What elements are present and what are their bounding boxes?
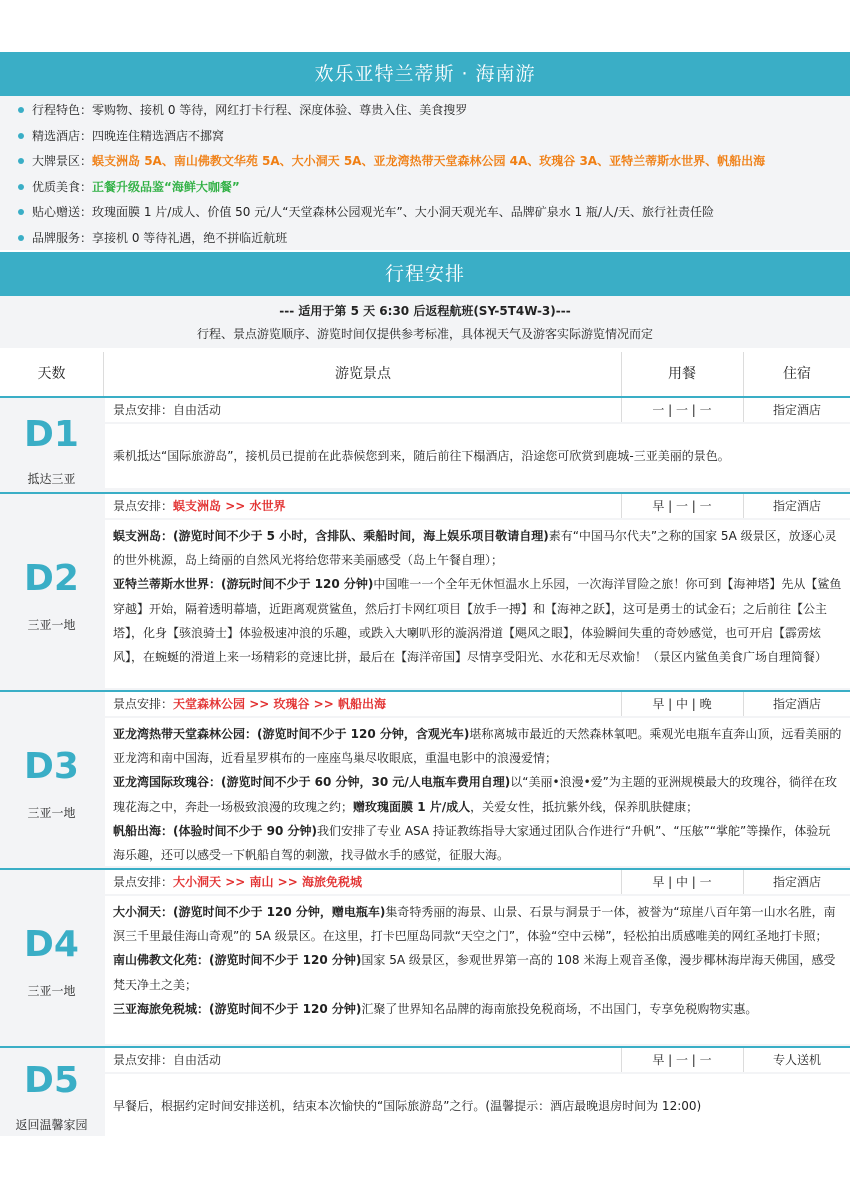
- day-row-4: [0, 868, 850, 1046]
- feature-text: 四晚连住精选酒店不挪窝: [92, 128, 225, 143]
- column-header-meals: 用餐: [668, 366, 696, 382]
- feature-text: 玫瑰面膜 1 片/成人、价值 50 元/人“天堂森林公园观光车”、大小洞天观光车、品牌矿泉水 1 瓶/人/天、旅行社责任险: [92, 205, 715, 219]
- bullet-dot-icon: [18, 209, 24, 215]
- paragraph: [113, 722, 842, 770]
- hotel-value: 专人送机: [772, 1053, 821, 1067]
- day-subtitle: 返回温馨家园: [15, 1118, 88, 1132]
- bullet-dot-icon: [18, 158, 24, 164]
- day-label: D3: [24, 746, 79, 787]
- divider: [621, 494, 622, 518]
- spot-title: 亚龙湾国际玫瑰谷：(游览时间不少于 60 分钟，30 元/人电瓶车费用自理): [113, 775, 511, 790]
- spots-list: 天堂森林公园 >> 玫瑰谷 >> 帆船出海: [173, 697, 386, 711]
- bullet-dot-icon: [18, 184, 24, 190]
- hotel-value: 指定酒店: [772, 403, 821, 417]
- day-description: [105, 718, 850, 866]
- divider: [743, 692, 744, 716]
- spots-prefix: 景点安排：: [113, 499, 174, 513]
- feature-label: 大牌景区：: [32, 154, 93, 168]
- spots-list: 蜈支洲岛 >> 水世界: [173, 499, 286, 513]
- bullet-dot-icon: [18, 107, 24, 113]
- day-label: D4: [24, 924, 79, 965]
- bullet-dot-icon: [18, 235, 24, 241]
- spot-text: 汇聚了世界知名品牌的海南旅投免税商场，不出国门，专享免税购物实惠。: [361, 1001, 758, 1016]
- disclaimer: 行程、景点游览顺序、游览时间仅提供参考标准，具体视天气及游客实际游览情况而定: [196, 327, 653, 341]
- feature-text: 蜈支洲岛 5A、南山佛教文华苑 5A、大小洞天 5A、亚龙湾热带天堂森林公园 4A、玫瑰谷 3A、亚特兰蒂斯水世界、帆船出海: [92, 154, 766, 168]
- spot-text: 中国唯一一个全年无休恒温水上乐园，一次海洋冒险之旅！你可到【海神塔】先从【鲨鱼穿越】开始，隔着透明幕墙，近距离观赏鲨鱼，然后打卡网红项目【放手一搏】和【海神之跃】，这可是勇士的试金石；之后前往【公主塔】，化身【骇浪骑士】体验极速冲浪的乐趣，或跌入大喇叭形的漩涡滑道【飓风之眼】，体验瞬间失重的奇妙感觉，也可开启【霹雳炫风】，在蜿蜒的滑道上来一场精彩的竞速比拼，最后在【海洋帝国】尽情享受阳光、水花和无尽欢愉！（景区内鲨鱼美食广场自理简餐）: [113, 577, 842, 665]
- table-header: [0, 352, 850, 396]
- spot-text: 堪称离城市最近的天然森林氧吧。乘观光电瓶车直奔山顶，远看美丽的亚龙湾和南中国海，近看星罗棋布的一座座鸟巢尽收眼底，重温电影中的浪漫爱情；: [113, 727, 842, 766]
- spots-prefix: 景点安排：: [113, 875, 174, 889]
- day-label: D2: [24, 558, 79, 599]
- day-subtitle: 抵达三亚: [27, 472, 76, 486]
- paragraph: [113, 948, 842, 996]
- day-text: 早餐后，根据约定时间安排送机，结束本次愉快的“国际旅游岛”之行。(温馨提示：酒店最晚退房时间为 12:00): [113, 1099, 702, 1113]
- spots-prefix: 景点安排：: [113, 1053, 174, 1067]
- column-header-spots: 游览景点: [335, 366, 391, 382]
- feature-item: [18, 149, 850, 175]
- spot-title: 三亚海旅免税城：(游览时间不少于 120 分钟): [113, 1001, 362, 1016]
- day-description: [105, 424, 850, 488]
- spot-title: 帆船出海：(体验时间不少于 90 分钟): [113, 823, 318, 838]
- spot-text: 我们安排了专业 ASA 持证教练指导大家通过团队合作进行“升帆”、“压舷”“掌舵”等操作，体验玩海乐趣，还可以感受一下帆船自驾的刺激，找寻做水手的感觉，征服大海。: [113, 823, 831, 863]
- meals-value: 早 | 中 | 一: [652, 875, 712, 889]
- meals-value: 早 | 一 | 一: [652, 499, 712, 513]
- spots-row: [105, 398, 850, 422]
- divider: [621, 870, 622, 894]
- meals-value: 一 | 一 | 一: [652, 403, 712, 417]
- spot-title: 南山佛教文化苑：(游览时间不少于 120 分钟): [113, 953, 362, 968]
- feature-item: [18, 98, 850, 124]
- day-subtitle: 三亚一地: [27, 984, 76, 998]
- divider: [743, 398, 744, 422]
- day-row-1: [0, 396, 850, 492]
- day-description: [105, 1074, 850, 1136]
- divider: [743, 352, 744, 396]
- day-row-2: [0, 492, 850, 690]
- hotel-value: 指定酒店: [772, 875, 821, 889]
- bullet-dot-icon: [18, 133, 24, 139]
- spots-list: 自由活动: [173, 403, 222, 417]
- day-row-5: [0, 1046, 850, 1136]
- feature-text: 正餐升级品鉴“海鲜大咖餐”: [92, 179, 240, 194]
- divider: [621, 352, 622, 396]
- schedule-title-text: 行程安排: [384, 263, 465, 285]
- gift-highlight: 赠玫瑰面膜 1 片/成人: [353, 799, 471, 814]
- paragraph: [113, 770, 842, 818]
- feature-label: 行程特色：: [32, 103, 93, 117]
- feature-label: 优质美食：: [32, 179, 93, 194]
- spots-row: [105, 494, 850, 518]
- spots-row: [105, 692, 850, 716]
- spot-title: 大小洞天：(游览时间不少于 120 分钟，赠电瓶车): [113, 905, 386, 919]
- divider: [621, 1048, 622, 1072]
- spot-title: 蜈支洲岛：(游览时间不少于 5 小时，含排队、乘船时间，海上娱乐项目敬请自理): [113, 529, 549, 543]
- feature-item: [18, 226, 850, 252]
- divider: [621, 692, 622, 716]
- spot-text: ，关爱女性，抵抗紫外线，保养肌肤健康；: [470, 799, 699, 814]
- spot-title: 亚特兰蒂斯水世界：(游玩时间不少于 120 分钟): [113, 577, 374, 592]
- paragraph: [113, 524, 842, 572]
- spots-prefix: 景点安排：: [113, 403, 174, 417]
- column-header-day: 天数: [37, 366, 66, 382]
- divider: [743, 1048, 744, 1072]
- spot-text: 以“美丽•浪漫•爱”为主题的亚洲规模最大的玫瑰谷，徜徉在玫瑰花海之中，奔赴一场极致浪漫的玫瑰之约；: [113, 775, 837, 814]
- spot-title: 亚龙湾热带天堂森林公园：(游览时间不少于 120 分钟，含观光车): [113, 727, 470, 741]
- day-label: D1: [24, 414, 79, 455]
- spots-row: [105, 870, 850, 894]
- feature-label: 贴心赠送：: [32, 205, 93, 219]
- paragraph: [113, 572, 842, 669]
- spots-prefix: 景点安排：: [113, 697, 174, 711]
- feature-item: [18, 124, 850, 150]
- paragraph: [113, 997, 842, 1021]
- day-subtitle: 三亚一地: [27, 806, 76, 820]
- feature-label: 精选酒店：: [32, 128, 93, 143]
- day-description: [105, 896, 850, 1044]
- divider: [103, 352, 104, 396]
- day-row-3: [0, 690, 850, 868]
- day-description: [105, 520, 850, 688]
- feature-item: [18, 200, 850, 226]
- spot-text: 国家 5A 级景区，参观世界第一高的 108 米海上观音圣像，漫步椰林海岸海天佛国，感受梵天净土之美；: [113, 953, 836, 992]
- paragraph: [113, 900, 842, 948]
- spots-list: 大小洞天 >> 南山 >> 海旅免税城: [173, 875, 362, 889]
- paragraph: [113, 819, 842, 867]
- spots-row: [105, 1048, 850, 1072]
- day-text: 乘机抵达“国际旅游岛”，接机员已提前在此恭候您到来，随后前往下榻酒店，沿途您可欣赏到鹿城-三亚美丽的景色。: [113, 449, 730, 463]
- day-subtitle: 三亚一地: [27, 618, 76, 632]
- schedule-notes: [0, 296, 850, 348]
- divider: [621, 398, 622, 422]
- features-list: [0, 96, 850, 250]
- spots-list: 自由活动: [173, 1053, 222, 1067]
- meals-value: 早 | 一 | 一: [652, 1053, 712, 1067]
- hotel-value: 指定酒店: [772, 499, 821, 513]
- page-title-text: 欢乐亚特兰蒂斯 · 海南游: [314, 63, 536, 85]
- feature-text: 零购物、接机 0 等待，网红打卡行程、深度体验、尊贵入住、美食搜罗: [92, 103, 468, 117]
- feature-item: [18, 175, 850, 201]
- feature-text: 享接机 0 等待礼遇，绝不拼临近航班: [92, 230, 288, 245]
- divider: [743, 870, 744, 894]
- spot-text: 素有“中国马尔代夫”之称的国家 5A 级景区，放逐心灵的世外桃源，岛上绮丽的自然风光将给您带来美丽感受（岛上午餐自理）；: [113, 529, 837, 568]
- day-label: D5: [24, 1060, 79, 1101]
- divider: [743, 494, 744, 518]
- feature-label: 品牌服务：: [32, 230, 93, 245]
- schedule-title: [0, 252, 850, 296]
- spots-schedule: [113, 398, 221, 422]
- hotel-value: 指定酒店: [772, 697, 821, 711]
- flight-note: --- 适用于第 5 天 6:30 后返程航班(SY-5T4W-3)---: [279, 304, 571, 318]
- meals-value: 早 | 中 | 晚: [652, 697, 712, 711]
- column-header-hotel: 住宿: [783, 366, 811, 382]
- spot-text: 集奇特秀丽的海景、山景、石景与洞景于一体，被誉为“琼崖八百年第一山水名胜，南溟三千里最佳海山奇观”的 5A 级景区。在这里，打卡巴厘岛同款“天空之门”，体验“空中云梯”，轻松拍出质感唯美的网红圣地打卡照；: [113, 905, 836, 944]
- page-title: [0, 52, 850, 96]
